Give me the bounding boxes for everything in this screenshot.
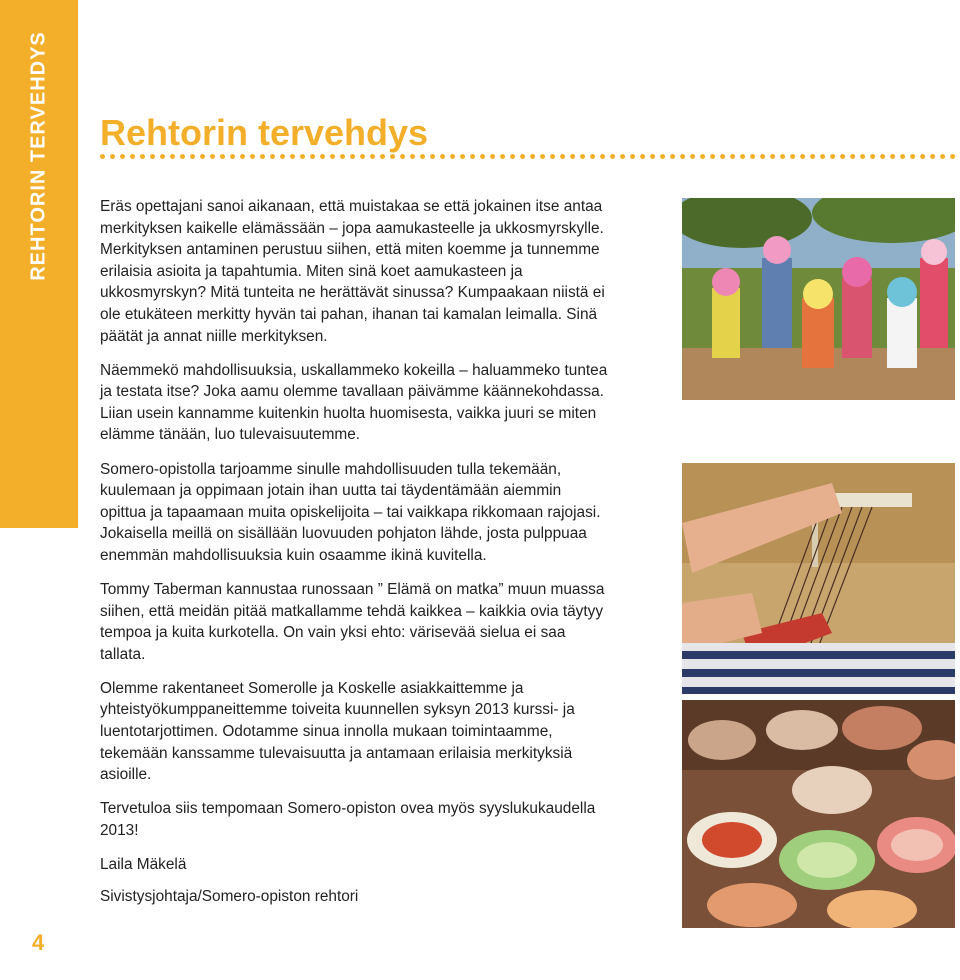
page-title: Rehtorin tervehdys [100, 112, 429, 153]
article-body [100, 196, 608, 917]
photo-weaving-loom [682, 463, 955, 694]
paragraph-3: Somero-opistolla tarjoamme sinulle mahdollisuuden tulla tekemään, kuulemaan ja oppimaan jotain ihan uutta tai täydentämään aiemmin opittua ja tapaamaan muita opiskelijoita – tai vaikkapa rikkomaan rajojasi. Jokaisella meillä on sisällään luovuuden pohjaton lähde, josta pulppuaa enemmän mahdollisuuksia kuin osaamme ikinä kuvitella. [100, 460, 601, 564]
photo-children-headscarves [682, 198, 955, 400]
paragraph-6: Tervetuloa siis tempomaan Somero-opiston ovea myös syyslukukaudella 2013! [100, 800, 596, 839]
page-number: 4 [32, 930, 45, 955]
dotted-divider [100, 154, 956, 159]
section-label: REHTORIN TERVEHDYS [27, 31, 50, 281]
side-band [0, 0, 78, 528]
paragraph-2: Näemmekö mahdollisuuksia, uskallammeko kokeilla – haluammeko tuntea ja testata itse? Joka aamu olemme tavallaan päivämme käännekohdassa. Liian usein kannamme kuitenkin huolta huomisesta, vaikka juuri se miten elämme tänään, luo tulevaisuutemme. [100, 361, 608, 444]
paragraph-1: Eräs opettajani sanoi aikanaan, että muistakaa se että jokainen itse antaa merkityksen kaikelle elämässään – jopa aamukasteelle ja ukkosmyrskylle. Merkityksen antaminen perustuu siihen, että miten koemme ja tunnemme erilaisia asioita ja tapahtumia. Miten sinä koet aamukasteen ja ukkosmyrskyn? Mitä tunteita ne herättävät sinussa? Kumpaakaan niistä ei ole etukäteen merkitty hyvän tai pahan, ihanan tai kamalan leimalla. Sinä päätät ja annat niille merkityksen. [100, 198, 605, 345]
signature-title: Sivistysjohtaja/Somero-opiston rehtori [100, 887, 359, 905]
paragraph-4: Tommy Taberman kannustaa runossaan ” Elämä on matka” muun muassa siihen, että meidän pitää matkallamme tehdä kaikkea – kaikkia ovia täytyy tempoa ja kuita kurkotella. On vain yksi ehto: värisevää sielua ei saa tallata. [100, 581, 605, 663]
photo-round-textiles [682, 700, 955, 928]
signature-name: Laila Mäkelä [100, 856, 187, 874]
paragraph-5: Olemme rakentaneet Somerolle ja Koskelle asiakkaittemme ja yhteistyökumppaneittemme toiveita kuunnellen syksyn 2013 kurssi- ja luentotarjottimen. Odotamme sinua innolla mukaan toimintaamme, tekemään kanssamme tulevaisuutta ja antamaan erilaisia merkityksiä asioille. [100, 679, 575, 784]
